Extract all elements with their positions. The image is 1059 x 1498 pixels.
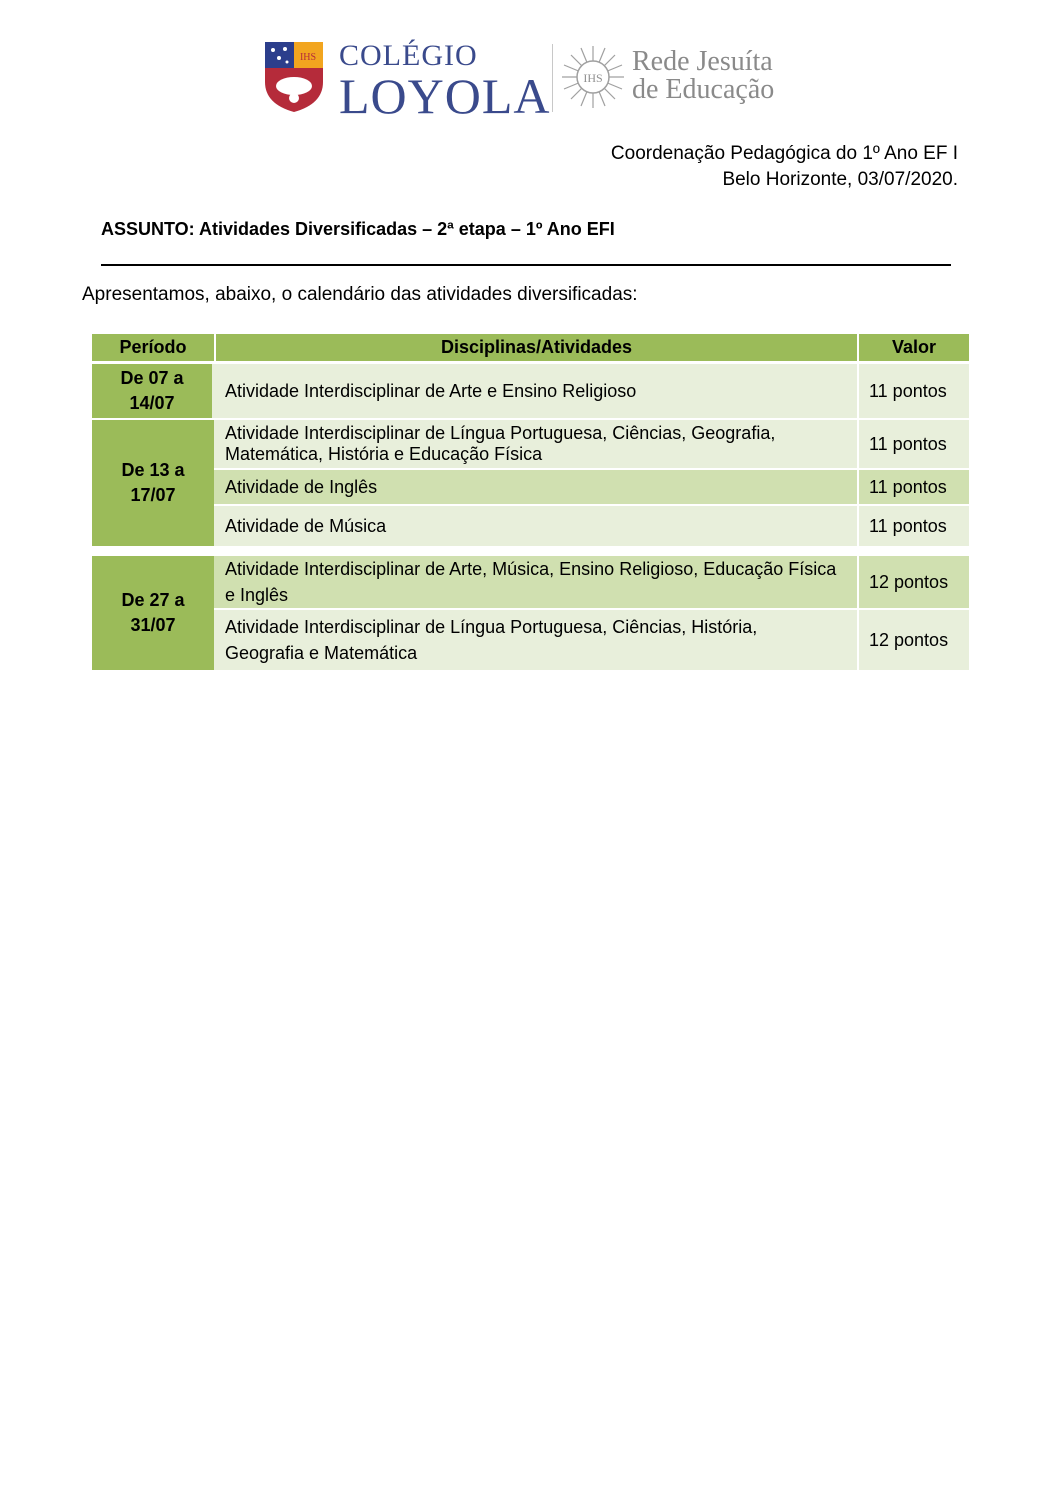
svg-text:IHS: IHS [583, 71, 603, 85]
place-date: Belo Horizonte, 03/07/2020. [722, 169, 958, 190]
school-name-line2: LOYOLA [339, 68, 551, 124]
subject-line: ASSUNTO: Atividades Diversificadas – 2ª etapa – 1º Ano EFI [101, 219, 615, 239]
value-cell: 11 pontos [859, 506, 969, 546]
network-name-line1: Rede Jesuíta [632, 46, 773, 77]
school-crest-icon [265, 42, 323, 112]
activity-text: Atividade Interdisciplinar de Língua Portuguesa, Ciências, História, Geografia e Matemática [225, 617, 758, 663]
network-name [632, 48, 774, 104]
school-name-line1: COLÉGIO [339, 39, 478, 72]
activity-text: Atividade de Música [225, 515, 387, 536]
column-header-activities: Disciplinas/Atividades [216, 334, 857, 361]
intro-text: Apresentamos, abaixo, o calendário das atividades diversificadas: [82, 284, 638, 305]
column-header-value: Valor [859, 334, 969, 361]
activity-text: Atividade Interdisciplinar de Arte, Música, Ensino Religioso, Educação Física e Inglês [225, 559, 837, 605]
column-header-period: Período [92, 334, 214, 361]
period-cell: De 27 a 31/07 [92, 556, 214, 670]
activity-text: Atividade Interdisciplinar de Arte e Ensino Religioso [225, 380, 637, 401]
period-cell: De 07 a 14/07 [92, 364, 212, 418]
activity-text: Atividade Interdisciplinar de Língua Portuguesa, Ciências, Geografia, Matemática, História e Educação Física [225, 423, 776, 464]
network-name-line2: de Educação [632, 74, 775, 105]
coordination-block [611, 141, 958, 193]
value-cell: 11 pontos [859, 420, 969, 468]
horizontal-rule [101, 264, 951, 266]
value-cell: 12 pontos [859, 556, 969, 608]
logo-divider [552, 44, 553, 112]
coordination-text: Coordenação Pedagógica do 1º Ano EF I [610, 143, 958, 164]
jesuit-sun-icon [560, 44, 626, 110]
period-cell: De 13 a 17/07 [92, 420, 214, 546]
value-cell: 12 pontos [859, 610, 969, 670]
school-name [339, 39, 551, 124]
svg-text:IHS: IHS [299, 52, 317, 63]
letterhead [265, 39, 795, 124]
activity-text: Atividade de Inglês [225, 476, 378, 497]
value-cell: 11 pontos [859, 364, 969, 418]
value-cell: 11 pontos [859, 470, 969, 504]
